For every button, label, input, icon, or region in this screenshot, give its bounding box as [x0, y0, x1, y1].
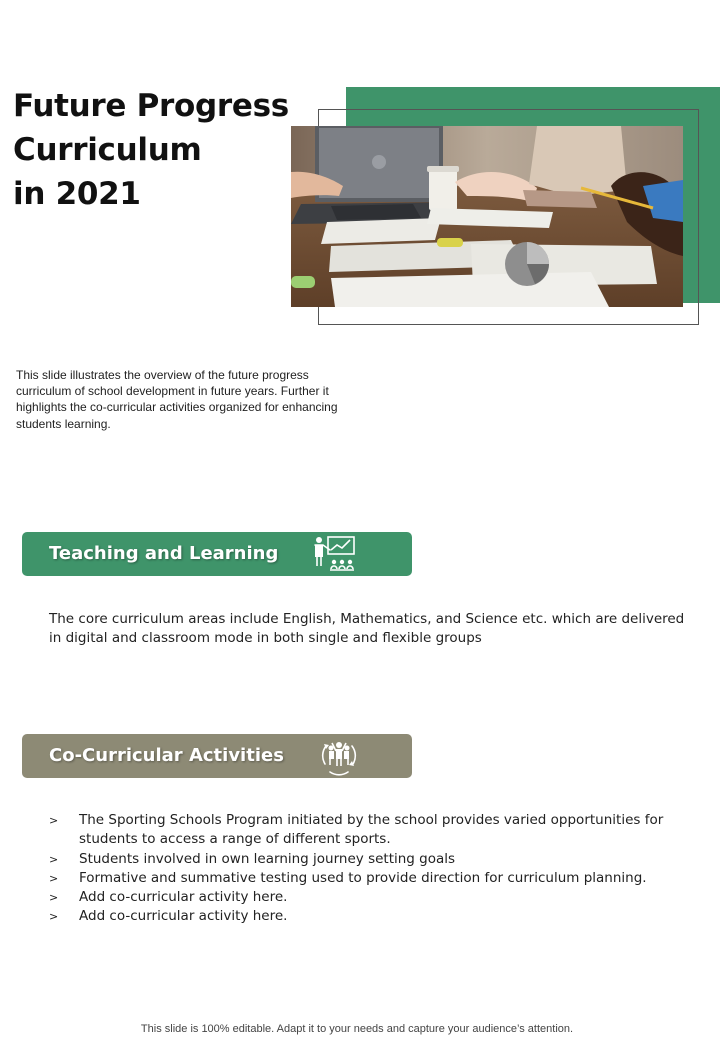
teacher-presentation-icon	[312, 534, 358, 579]
bullet-marker: >	[49, 814, 59, 827]
footer-note: This slide is 100% editable. Adapt it to your needs and capture your audience’s attention.	[140, 1023, 574, 1035]
list-item: > Formative and summative testing used to provide direction for curriculum planning.	[49, 869, 709, 888]
bullet-marker: >	[49, 852, 59, 866]
co-curricular-header	[22, 734, 412, 778]
teaching-learning-header	[22, 532, 412, 576]
bullet-marker: >	[49, 891, 59, 905]
list-item: > Add co-curricular activity here.	[49, 907, 709, 926]
page-title	[13, 84, 289, 216]
list-item: > Students involved in own learning journey setting goals	[49, 850, 709, 869]
list-item: > The Sporting Schools Program initiated by the school provides varied opportunities for students to access a range of different sports.	[49, 812, 664, 848]
bullet-marker: >	[49, 871, 59, 885]
title-line-1: Future Progress	[13, 88, 289, 124]
title-line-2: Curriculum	[13, 132, 202, 168]
list-item: > Add co-curricular activity here.	[49, 888, 709, 907]
bullet-marker: >	[49, 910, 59, 924]
teaching-learning-body: The core curriculum areas include English, Mathematics, and Science etc. which are delivered in digital and classroom mode in both single and flexible groups	[49, 611, 685, 646]
group-activity-icon	[318, 736, 360, 781]
intro-text: This slide illustrates the overview of the future progress curriculum of school development in future years. Further it highlights the co-curricular activities organized for enhancing students learning.	[16, 368, 338, 431]
title-line-3: in 2021	[13, 176, 141, 212]
teaching-learning-label: Teaching and Learning	[49, 543, 279, 564]
meeting-photo	[291, 126, 683, 307]
co-curricular-list	[49, 811, 709, 927]
co-curricular-label: Co-Curricular Activities	[49, 745, 284, 766]
